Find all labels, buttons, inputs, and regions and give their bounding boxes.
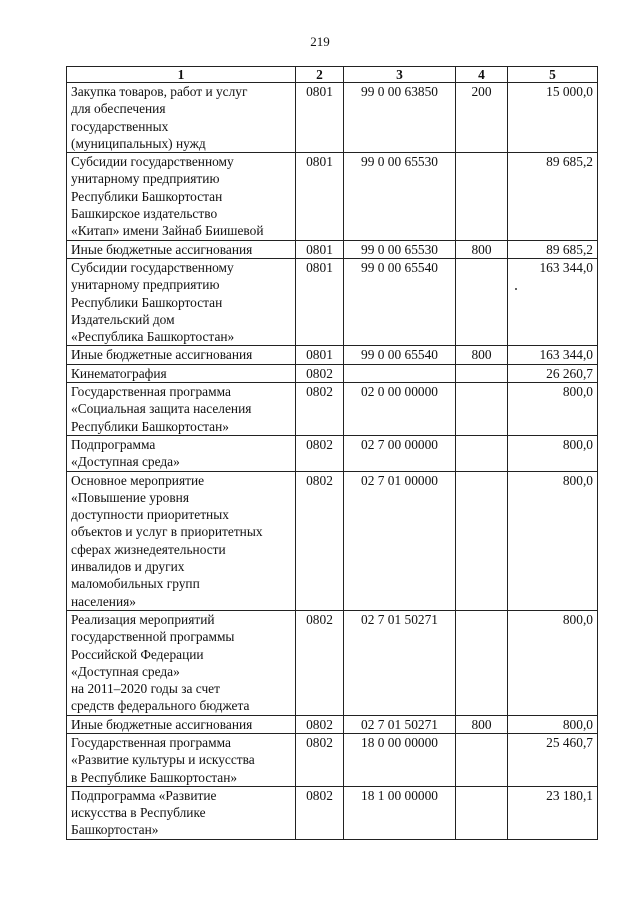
row-name-line: на 2011–2020 годы за счет (71, 681, 220, 697)
target-code-cell: 99 0 00 65530 (344, 240, 456, 258)
row-name-line: населения» (71, 593, 136, 609)
amount-cell: 800,0 (508, 383, 598, 436)
table-row (67, 83, 598, 153)
expense-type-cell (456, 786, 508, 839)
expense-type-cell: 800 (456, 715, 508, 733)
expense-type-cell: 800 (456, 346, 508, 364)
row-name-line: Закупка товаров, работ и услуг (71, 84, 248, 99)
column-header: 3 (344, 67, 456, 83)
section-code-cell: 0802 (296, 610, 344, 715)
row-name-cell (67, 786, 296, 839)
amount-cell: 26 260,7 (508, 364, 598, 382)
expense-type-cell (456, 153, 508, 240)
section-code-cell: 0801 (296, 153, 344, 240)
expense-type-cell (456, 610, 508, 715)
table-row (67, 153, 598, 240)
row-name-line: Реализация мероприятий (71, 611, 215, 627)
scan-speck (515, 288, 517, 290)
expense-type-cell (456, 471, 508, 610)
expense-type-cell (456, 364, 508, 382)
table-row (67, 346, 598, 364)
expense-type-cell (456, 258, 508, 345)
table-row (67, 715, 598, 733)
table-row (67, 733, 598, 786)
row-name-line: государственной программы (71, 629, 235, 645)
expense-type-cell: 800 (456, 240, 508, 258)
row-name-line: Государственная программа (71, 384, 231, 400)
target-code-cell: 99 0 00 65540 (344, 346, 456, 364)
row-name-line: объектов и услуг в приоритетных (71, 524, 263, 540)
row-name-line: Иные бюджетные ассигнования (71, 347, 253, 363)
section-code-cell: 0801 (296, 240, 344, 258)
header-row (67, 67, 598, 83)
row-name-line: Субсидии государственному (71, 154, 234, 170)
table-row (67, 364, 598, 382)
expense-type-cell (456, 383, 508, 436)
section-code-cell: 0802 (296, 364, 344, 382)
row-name-line: Кинематография (71, 365, 167, 381)
target-code-cell: 02 7 01 00000 (344, 471, 456, 610)
row-name-line: Подпрограмма (71, 436, 156, 452)
row-name-line: (муниципальных) нужд (71, 135, 206, 151)
expense-type-cell: 200 (456, 83, 508, 153)
expense-type-cell (456, 733, 508, 786)
page-number: 219 (310, 34, 330, 49)
row-name-line: государственных (71, 118, 169, 134)
table-row (67, 383, 598, 436)
table-row (67, 786, 598, 839)
row-name-line: в Республике Башкортостан» (71, 769, 238, 785)
amount-cell: 15 000,0 (508, 83, 598, 153)
section-code-cell: 0802 (296, 435, 344, 471)
row-name-cell (67, 346, 296, 364)
expense-type-cell (456, 435, 508, 471)
row-name-cell (67, 364, 296, 382)
section-code-cell: 0802 (296, 733, 344, 786)
table-body (67, 83, 598, 840)
row-name-line: Субсидии государственному (71, 259, 234, 275)
amount-cell: 800,0 (508, 435, 598, 471)
row-name-line: «Доступная среда» (71, 663, 180, 679)
row-name-line: «Китап» имени Зайнаб Биишевой (71, 223, 264, 239)
row-name-cell (67, 610, 296, 715)
row-name-cell (67, 733, 296, 786)
row-name-line: Подпрограмма «Развитие (71, 787, 217, 803)
amount-cell: 89 685,2 (508, 240, 598, 258)
target-code-cell: 18 1 00 00000 (344, 786, 456, 839)
row-name-line: искусства в Республике (71, 805, 206, 821)
column-header: 1 (67, 67, 296, 83)
row-name-line: «Социальная защита населения (71, 401, 252, 417)
target-code-cell: 99 0 00 65530 (344, 153, 456, 240)
row-name-line: Башкирское издательство (71, 206, 218, 222)
row-name-cell (67, 471, 296, 610)
target-code-cell: 02 7 01 50271 (344, 610, 456, 715)
row-name-line: Издательский дом (71, 311, 175, 327)
section-code-cell: 0802 (296, 786, 344, 839)
amount-cell: 800,0 (508, 471, 598, 610)
row-name-line: сферах жизнедеятельности (71, 541, 226, 557)
row-name-line: доступности приоритетных (71, 507, 229, 523)
section-code-cell: 0801 (296, 258, 344, 345)
row-name-cell (67, 240, 296, 258)
row-name-line: Республики Башкортостан (71, 294, 223, 310)
row-name-line: Российской Федерации (71, 646, 204, 662)
row-name-line: унитарному предприятию (71, 277, 220, 293)
table-row (67, 435, 598, 471)
column-header: 4 (456, 67, 508, 83)
target-code-cell: 02 7 00 00000 (344, 435, 456, 471)
table-row (67, 471, 598, 610)
target-code-cell: 02 0 00 00000 (344, 383, 456, 436)
amount-cell: 800,0 (508, 610, 598, 715)
section-code-cell: 0802 (296, 471, 344, 610)
target-code-cell: 99 0 00 65540 (344, 258, 456, 345)
row-name-line: средств федерального бюджета (71, 698, 250, 714)
row-name-line: унитарному предприятию (71, 171, 220, 187)
section-code-cell: 0801 (296, 83, 344, 153)
amount-cell: 25 460,7 (508, 733, 598, 786)
row-name-cell (67, 435, 296, 471)
target-code-cell: 99 0 00 63850 (344, 83, 456, 153)
amount-cell: 23 180,1 (508, 786, 598, 839)
table-row (67, 610, 598, 715)
row-name-cell (67, 83, 296, 153)
column-header: 5 (508, 67, 598, 83)
amount-cell: 163 344,0 (508, 258, 598, 345)
table-row (67, 258, 598, 345)
section-code-cell: 0802 (296, 715, 344, 733)
row-name-line: Иные бюджетные ассигнования (71, 241, 253, 257)
amount-cell: 89 685,2 (508, 153, 598, 240)
row-name-cell (67, 153, 296, 240)
amount-cell: 163 344,0 (508, 346, 598, 364)
row-name-line: «Республика Башкортостан» (71, 329, 235, 345)
target-code-cell (344, 364, 456, 382)
row-name-cell (67, 715, 296, 733)
row-name-line: Республики Башкортостан (71, 188, 223, 204)
row-name-line: Иные бюджетные ассигнования (71, 716, 253, 732)
section-code-cell: 0802 (296, 383, 344, 436)
row-name-line: «Повышение уровня (71, 489, 189, 505)
row-name-line: «Доступная среда» (71, 454, 180, 470)
amount-cell: 800,0 (508, 715, 598, 733)
row-name-line: для обеспечения (71, 101, 166, 117)
section-code-cell: 0801 (296, 346, 344, 364)
row-name-line: маломобильных групп (71, 576, 200, 592)
budget-table (66, 66, 598, 840)
row-name-line: инвалидов и других (71, 559, 185, 575)
row-name-line: Основное мероприятие (71, 472, 205, 488)
row-name-line: Башкортостан» (71, 822, 159, 838)
row-name-line: «Развитие культуры и искусства (71, 752, 255, 768)
column-header: 2 (296, 67, 344, 83)
target-code-cell: 02 7 01 50271 (344, 715, 456, 733)
row-name-line: Государственная программа (71, 734, 231, 750)
row-name-cell (67, 258, 296, 345)
target-code-cell: 18 0 00 00000 (344, 733, 456, 786)
row-name-line: Республики Башкортостан» (71, 418, 229, 434)
row-name-cell (67, 383, 296, 436)
table-row (67, 240, 598, 258)
